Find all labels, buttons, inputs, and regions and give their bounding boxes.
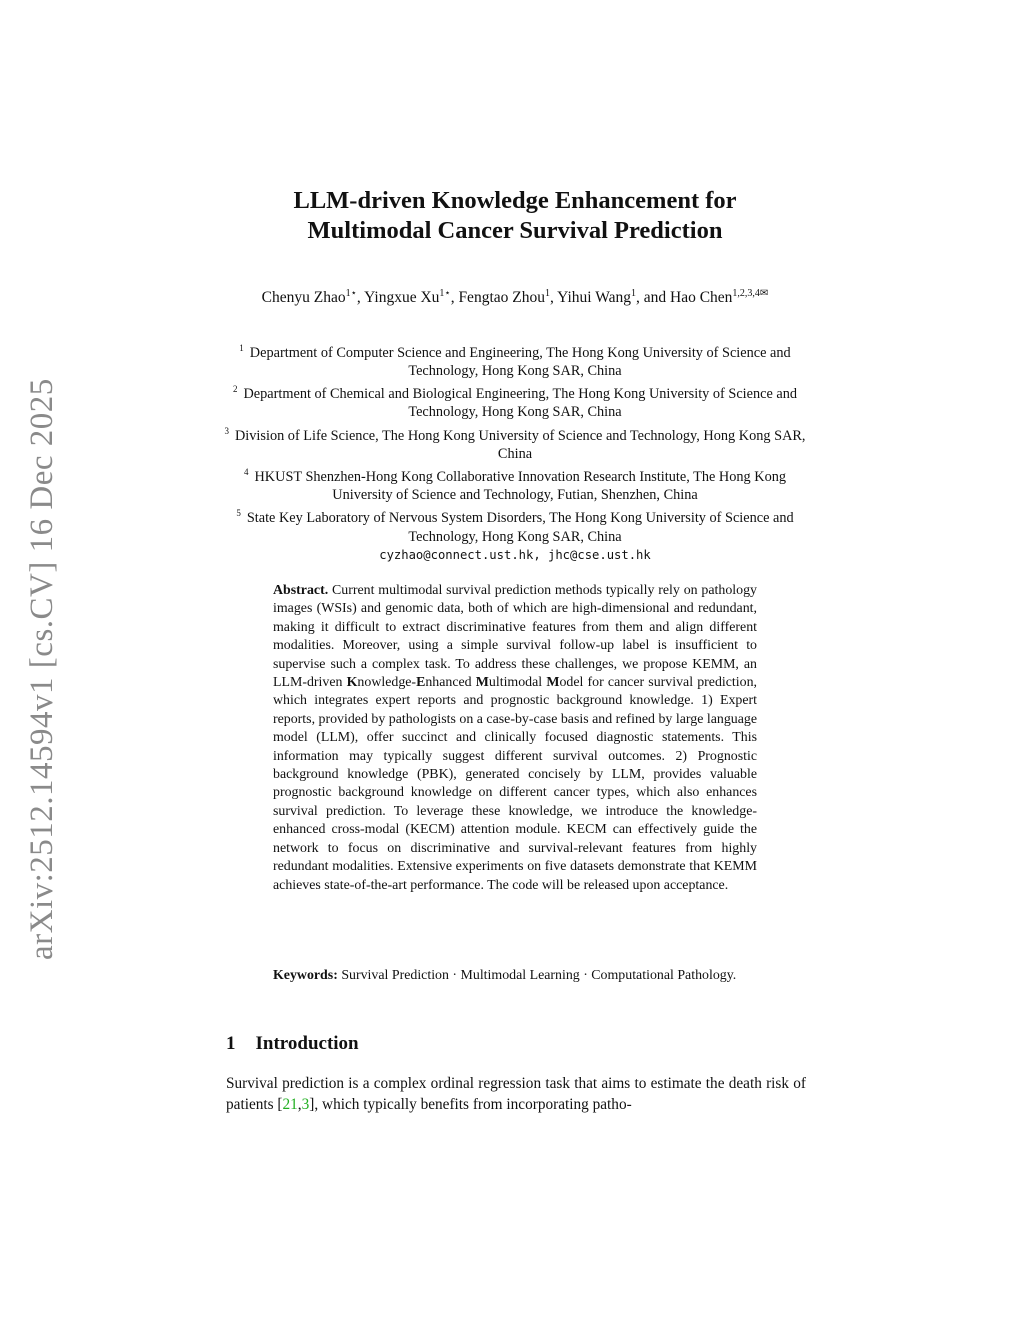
arxiv-identifier: arXiv:2512.14594v1 [cs.CV] 16 Dec 2025: [24, 378, 60, 960]
affiliation-number: 5: [236, 508, 241, 519]
abstract-text-2: odel for cancer survival prediction, which integrates expert reports and prognostic background knowledge. 1) Expert reports, provided by pathologists on a case-by-case basis and refined by large language model (LLM), offer succinct and clinically focused diagnostic statements. This information may typically suggest different survival outcomes. 2) Prognostic background knowledge (PBK), generated concisely by LLM, provides valuable prognostic background knowledge on different cancer types, which also enhances survival prediction. To leverage these knowledge, we introduce the knowledge-enhanced cross-modal (KECM) attention module. KECM can effectively guide the network to focus on discriminative and survival-relevant features from highly redundant modalities. Extensive experiments on five datasets demonstrate that KEMM achieves state-of-the-art performance. The code will be released upon acceptance.: [273, 675, 758, 893]
abstract-label: Abstract.: [273, 583, 329, 598]
keywords: [273, 967, 757, 985]
citation-link-21[interactable]: 21: [282, 1096, 298, 1113]
section-title: Introduction: [255, 1033, 359, 1054]
affiliation-number: 2: [232, 384, 238, 395]
keywords-text: Survival Prediction · Multimodal Learning · Computational Pathology.: [341, 968, 737, 983]
affiliation: [222, 339, 808, 380]
intro-text-2: ], which typically benefits from incorporating patho-: [309, 1096, 632, 1113]
author-affiliation-marker: 1: [544, 288, 550, 299]
affiliation-text: HKUST Shenzhen-Hong Kong Collaborative Innovation Research Institute, The Hong Kong University of Science and Technology, Futian, Shenzhen, China: [254, 468, 787, 504]
author-name: Fengtao Zhou: [458, 289, 545, 307]
section-number: 1: [226, 1033, 236, 1054]
author-separator: ,: [450, 289, 459, 307]
title-line-2: Multimodal Cancer Survival Prediction: [307, 217, 723, 244]
author-name: Yihui Wang: [557, 289, 631, 307]
abstract-text-ultimodal: ultimodal: [488, 675, 547, 691]
author-name: Hao Chen: [670, 289, 733, 307]
abstract-text-nowledge: nowledge-: [357, 675, 417, 691]
abstract-text-1: Current multimodal survival prediction methods typically rely on pathology images (WSIs) and genomic data, both of which are high-dimensional and redundant, making it difficult to extract discriminative features from them and align different modalities. Moreover, using a simple survival follow-up label is insufficient to supervise such a complex task. To address these challenges, we propose KEMM, an LLM-driven: [273, 583, 757, 691]
intro-text-1: Survival prediction is a complex ordinal regression task that aims to estimate the death risk of patients [: [226, 1075, 806, 1113]
abstract-bold-e: E: [416, 675, 426, 691]
abstract-bold-m2: M: [546, 675, 560, 691]
affiliation-number: 3: [224, 425, 229, 436]
keywords-label: Keywords:: [273, 968, 338, 983]
contact-emails[interactable]: cyzhao@connect.ust.hk, jhc@cse.ust.hk: [379, 547, 651, 562]
affiliation-text: Department of Chemical and Biological Engineering, The Hong Kong University of Science and Technology, Hong Kong SAR, China: [243, 386, 798, 421]
affiliation-number: 1: [239, 343, 244, 353]
affiliation-text: State Key Laboratory of Nervous System Disorders, The Hong Kong University of Science and Technology, Hong Kong SAR, China: [246, 510, 794, 545]
author-affiliation-marker: 1⋆: [439, 288, 451, 299]
title-line-1: LLM-driven Knowledge Enhancement for: [293, 187, 737, 214]
abstract-bold-k: K: [346, 675, 358, 691]
author-name: Chenyu Zhao: [261, 289, 346, 307]
abstract-bold-m1: M: [475, 675, 489, 691]
abstract-text-nhanced: nhanced: [425, 675, 476, 691]
author-separator: ,: [549, 289, 558, 307]
affiliation: [222, 380, 808, 421]
author-name: Yingxue Xu: [364, 289, 440, 307]
section-heading: [226, 1033, 359, 1055]
affiliation: [222, 504, 808, 545]
paper-title: [230, 186, 800, 246]
author-affiliation-marker: 1,2,3,4✉: [732, 288, 769, 299]
affiliation: [222, 422, 808, 463]
introduction-paragraph: [226, 1073, 806, 1115]
intro-comma: ,: [297, 1096, 302, 1113]
affiliation: [222, 463, 808, 504]
author-affiliation-marker: 1⋆: [345, 288, 357, 299]
abstract: [273, 582, 757, 895]
affiliation-text: Division of Life Science, The Hong Kong University of Science and Technology, Hong Kong SAR, China: [234, 427, 806, 462]
citation-link-3[interactable]: 3: [301, 1096, 310, 1113]
author-separator: ,: [356, 289, 365, 307]
affiliation-list: [222, 339, 808, 564]
author-list: [228, 284, 802, 308]
affiliation-text: Department of Computer Science and Engineering, The Hong Kong University of Science and Technology, Hong Kong SAR, China: [249, 344, 791, 380]
affiliation-number: 4: [243, 467, 249, 478]
author-separator: , and: [635, 289, 670, 307]
author-affiliation-marker: 1: [630, 288, 636, 299]
